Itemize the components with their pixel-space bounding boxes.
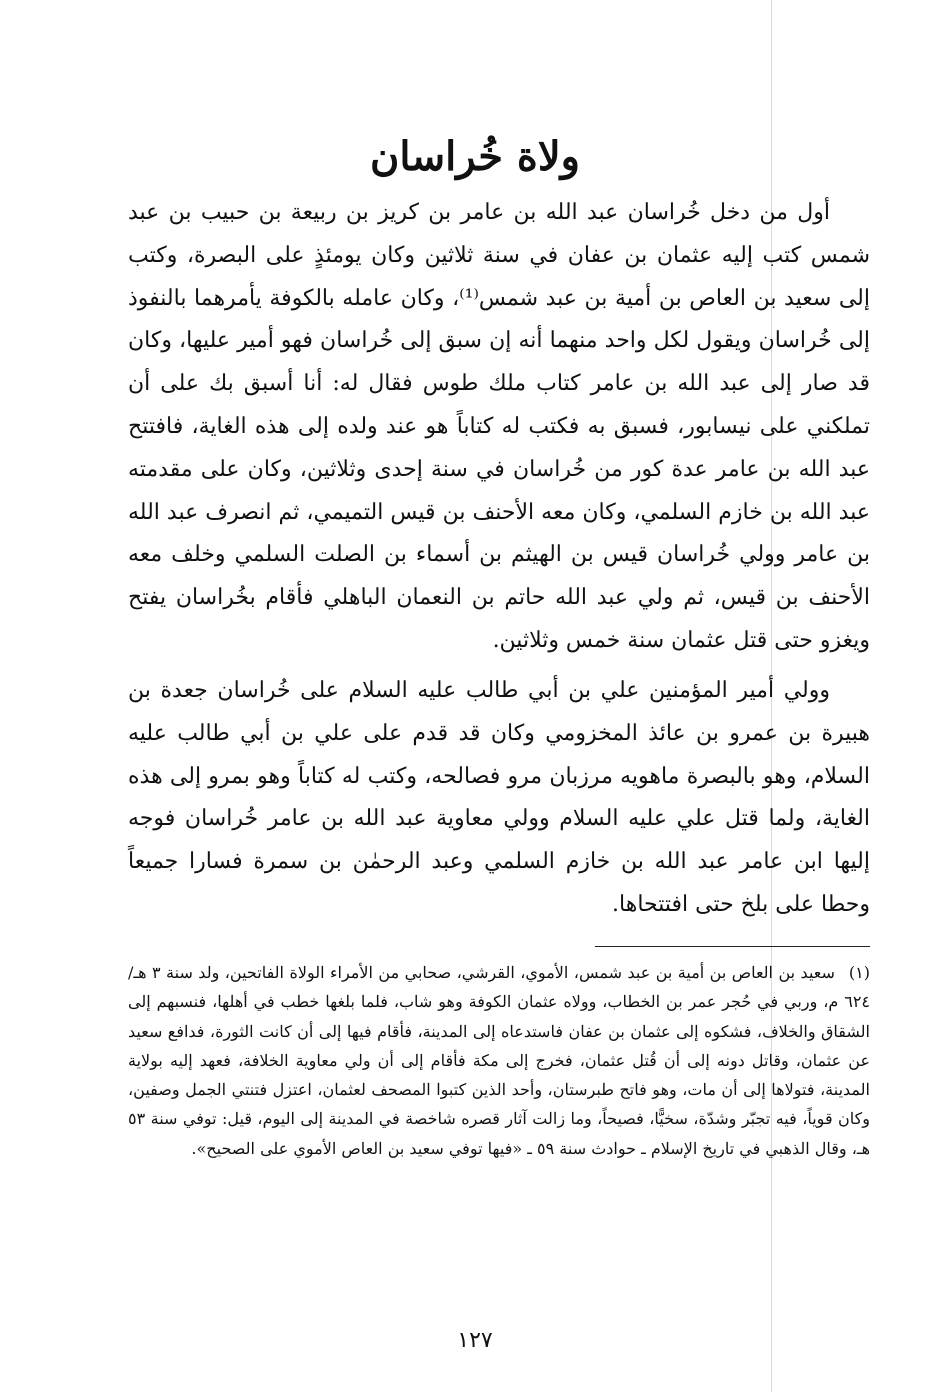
chapter-title: ولاة خُراسان xyxy=(370,132,580,180)
footnote-marker: (١) xyxy=(848,963,870,982)
footnote xyxy=(128,958,870,1163)
body-paragraph-2 xyxy=(128,670,870,927)
footnote-separator xyxy=(595,946,870,947)
footnote-text: سعيد بن العاص بن أمية بن عبد شمس، الأموي، القرشي، صحابي من الأمراء الولاة الفاتحين، ولد سنة ٣ هـ/ ٦٢٤ م، وربي في حُجر عمر بن الخطاب، وولاه عثمان الكوفة وهو شاب، فلما بلغها خطب في أهلها، فنسبهم إلى الشقاق والخلاف، فشكوه إلى عثمان بن عفان فاستدعاه إلى المدينة، فأقام فيها إلى أن كانت الثورة، فدافع سعيد عن عثمان، وقاتل دونه إلى أن قُتل عثمان، فخرج إلى مكة فأقام إلى أن ولي معاوية الخلافة، فعهد إليه بولاية المدينة، فتولاها إلى أن مات، وهو فاتح طبرستان، وأحد الذين كتبوا المصحف لعثمان، اعتزل فتنتي الجمل وصفين، وكان قوياً، فيه تجبّر وشدّة، سخيًّا، فصيحاً، وما زالت آثار قصره شاخصة في المدينة إلى اليوم، قيل: توفي سنة ٥٣ هـ، وقال الذهبي في تاريخ الإسلام ـ حوادث سنة ٥٩ ـ «فيها توفي سعيد بن العاص الأموي على الصحيح». xyxy=(128,963,870,1158)
paragraph-text: وولي أمير المؤمنين علي بن أبي طالب عليه السلام على خُراسان جعدة بن هبيرة بن عمرو بن عائذ المخزومي وكان قد قدم على علي بن أبي طالب عليه السلام، وهو بالبصرة ماهويه مرزبان مرو فصالحه، وكتب له كتاباً وهو بمرو إلى هذه الغاية، ولما قتل علي عليه السلام وولي معاوية عبد الله بن عامر خُراسان فوجه إليها ابن عامر عبد الله بن خازم السلمي وعبد الرحمٰن بن سمرة فسارا جميعاً وحطا على بلخ حتى افتتحاها. xyxy=(128,678,870,917)
body-paragraph-1 xyxy=(128,192,870,663)
page-number: ١٢٧ xyxy=(457,1328,493,1353)
paragraph-text: أول من دخل خُراسان عبد الله بن عامر بن كريز بن ربيعة بن حبيب بن عبد شمس كتب إليه عثمان بن عفان في سنة ثلاثين وكان يومئذٍ على البصرة، وكتب إلى سعيد بن العاص بن أمية بن عبد شمس⁽¹⁾، وكان عامله بالكوفة يأمرهما بالنفوذ إلى خُراسان ويقول لكل واحد منهما أنه إن سبق إلى خُراسان فهو أمير عليها، وكان قد صار إلى عبد الله بن عامر كتاب ملك طوس فقال له: أنا أسبق بك على أن تملكني على نيسابور، فسبق به فكتب له كتاباً هو عند ولده إلى هذه الغاية، فافتتح عبد الله بن عامر عدة كور من خُراسان في سنة إحدى وثلاثين، وكان على مقدمته عبد الله بن خازم السلمي، وكان معه الأحنف بن قيس التميمي، ثم انصرف عبد الله بن عامر وولي خُراسان قيس بن الهيثم بن أسماء بن الصلت السلمي وخلف معه الأحنف بن قيس، ثم ولي عبد الله حاتم بن النعمان الباهلي فأقام بخُراسان يفتح ويغزو حتى قتل عثمان سنة خمس وثلاثين. xyxy=(128,200,870,653)
